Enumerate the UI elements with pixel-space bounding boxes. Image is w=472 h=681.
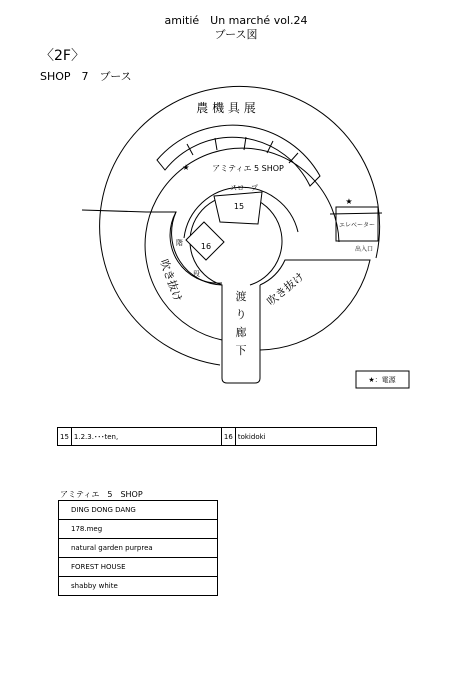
list-item	[59, 539, 218, 558]
stairs-label-2: 段	[193, 270, 200, 278]
booth-16-number: 16	[200, 242, 212, 251]
shop-heading: SHOP 7 ブース	[40, 70, 132, 83]
corridor-char: 下	[235, 344, 247, 357]
outer-ring-label: 農 機 具 展	[196, 101, 256, 115]
list-item	[59, 558, 218, 577]
booth-number: 16	[221, 428, 235, 446]
exit-label: 出入口	[355, 246, 374, 253]
booth-divider	[215, 138, 217, 150]
booth-name: 1.2.3.･･･ten,	[71, 428, 221, 446]
amitie-shop-title: アミティエ 5 SHOP	[60, 490, 143, 499]
booth-number: 15	[58, 428, 72, 446]
table-row	[58, 428, 377, 446]
corridor-label	[236, 289, 247, 357]
slope-label: スロープ	[230, 184, 258, 192]
list-item	[59, 501, 218, 520]
void-left-label: 吹き抜け	[157, 257, 185, 304]
star-icon: ★	[182, 163, 190, 172]
outer-ring	[100, 86, 380, 365]
page-title: amitié Un marché vol.24	[164, 14, 308, 27]
list-item	[59, 577, 218, 596]
ring-divider	[82, 210, 146, 212]
page-subtitle: ブース図	[214, 28, 258, 41]
list-item	[59, 520, 218, 539]
corridor-char: 廊	[235, 326, 247, 339]
amitie-label: アミティエ 5 SHOP	[212, 164, 284, 173]
ring-divider	[330, 213, 382, 214]
star-icon: ★	[345, 197, 353, 206]
shop-name: natural garden purprea	[59, 539, 218, 558]
floor-label: 〈2F〉	[40, 48, 85, 64]
booth-name: tokidoki	[235, 428, 376, 446]
shop-name: DING DONG DANG	[59, 501, 218, 520]
shop-name: 178.meg	[59, 520, 218, 539]
void-right-label: 吹き抜け	[264, 270, 307, 309]
shop-name: shabby white	[59, 577, 218, 596]
amitie-shop-list	[58, 500, 218, 596]
stairs-label-1: 階	[176, 239, 183, 247]
elevator-label: エレベーター	[338, 222, 376, 229]
legend-text: ★：電源	[368, 376, 396, 384]
booth-15-number: 15	[233, 202, 245, 211]
shop-name: FOREST HOUSE	[59, 558, 218, 577]
corridor-char: り	[235, 308, 247, 321]
booth-table	[57, 427, 377, 446]
corridor-char: 渡	[235, 290, 247, 303]
booth-divider	[289, 153, 298, 163]
